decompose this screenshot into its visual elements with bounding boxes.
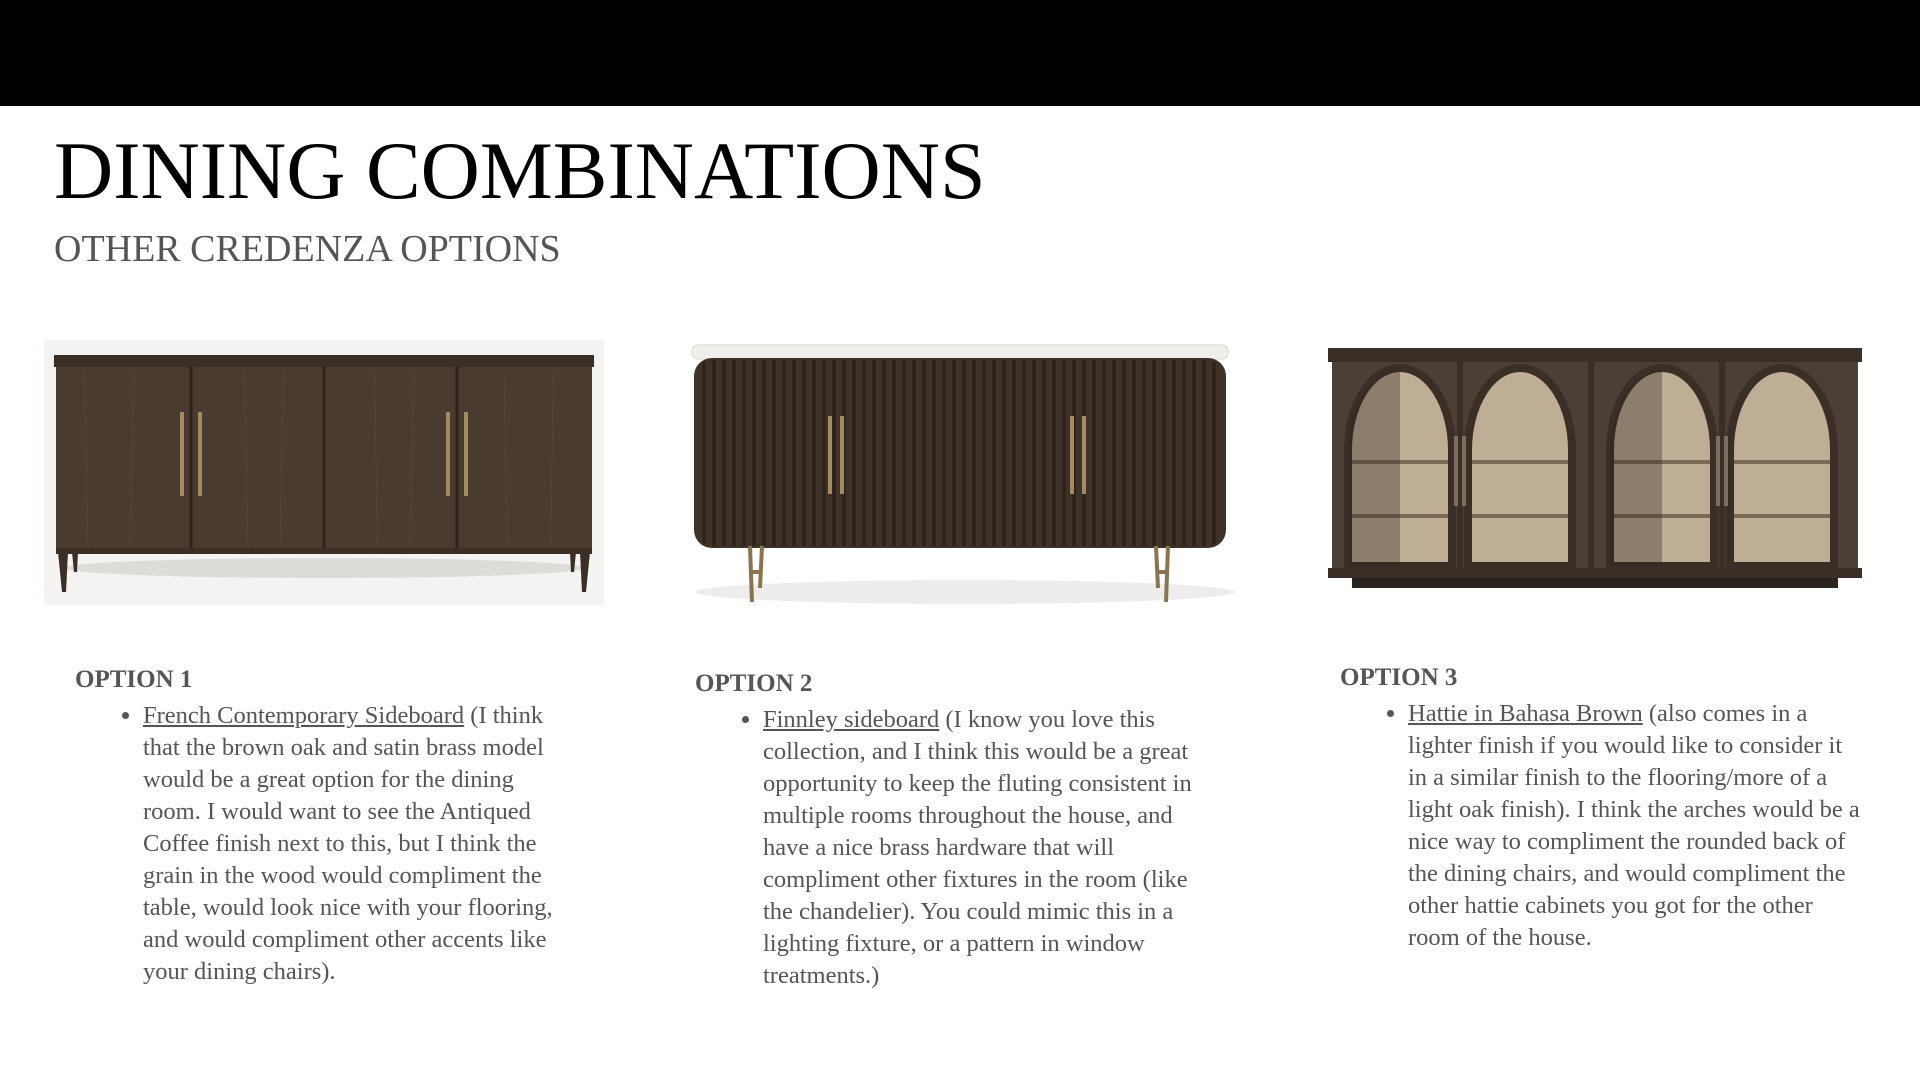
option-2-block: [695, 668, 1215, 992]
page-title: DINING COMBINATIONS: [54, 125, 986, 216]
option-1-list: [75, 700, 555, 988]
option-2-heading: OPTION 2: [695, 670, 813, 697]
option-3-block: [1340, 662, 1860, 954]
option-1-sideboard-image: [44, 340, 604, 605]
option-3-item: [1408, 698, 1860, 954]
option-3-list: [1340, 698, 1860, 954]
option-2-sideboard-image: [690, 340, 1240, 610]
option-2-item: [763, 704, 1215, 992]
option-2-description: (I know you love this collection, and I think this would be a great opportunity to keep the fluting consistent in multiple rooms throughout the house, and have a nice brass hardware that will compliment other fixtures in the room (like the chandelier). You could mimic this in a lighting fixture, or a pattern in window treatments.): [763, 706, 1192, 989]
option-1-heading: OPTION 1: [75, 666, 193, 693]
option-3-cabinet-image: [1328, 340, 1862, 602]
option-1-block: [75, 664, 555, 988]
hattie-bahasa-brown-link[interactable]: Hattie in Bahasa Brown: [1408, 700, 1643, 727]
option-2-list: [695, 704, 1215, 992]
finnley-sideboard-link[interactable]: Finnley sideboard: [763, 706, 940, 733]
option-3-description: (also comes in a lighter finish if you would like to consider it in a similar finish to the flooring/more of a light oak finish). I think the arches would be a nice way to compliment the rounded back of the dining chairs, and would compliment the other hattie cabinets you got for the other room of the house.: [1408, 700, 1860, 951]
top-black-bar: [0, 0, 1920, 106]
french-contemporary-sideboard-link[interactable]: French Contemporary Sideboard: [143, 702, 465, 729]
option-1-item: [143, 700, 555, 988]
option-1-description: (I think that the brown oak and satin brass model would be a great option for the dining room. I would want to see the Antiqued Coffee finish next to this, but I think the grain in the wood would compliment the table, would look nice with your flooring, and would compliment other accents like your dining chairs).: [143, 702, 553, 985]
option-3-heading: OPTION 3: [1340, 664, 1458, 691]
page-subtitle: OTHER CREDENZA OPTIONS: [54, 228, 561, 270]
